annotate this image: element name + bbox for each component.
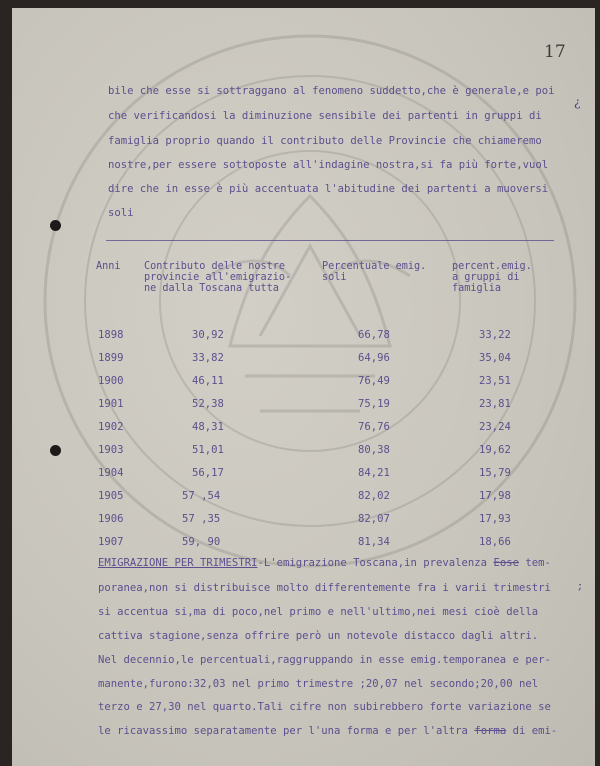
cell-year: 1906	[98, 513, 124, 525]
cell-family: 23,51	[479, 375, 511, 387]
cell-family: 18,66	[479, 536, 511, 548]
section-first-line-tail: tem-	[518, 557, 551, 569]
cell-family: 17,93	[479, 513, 511, 525]
header-family: percent.emig. a gruppi di famiglia	[452, 261, 532, 294]
cell-alone: 66,78	[358, 329, 390, 341]
cell-family: 15,79	[479, 467, 511, 479]
cell-year: 1899	[98, 352, 124, 364]
section-last-line	[98, 724, 557, 738]
cell-year: 1905	[98, 490, 124, 502]
section-line: terzo e 27,30 nel quarto.Tali cifre non subirebbero forte variazione se	[98, 701, 551, 713]
intro-line: che verificandosi la diminuzione sensibile dei partenti in gruppi di	[108, 110, 542, 122]
cell-alone: 82,02	[358, 490, 390, 502]
last-line-start: le ricavassimo separatamente per l'una forma e per l'altra	[98, 725, 475, 737]
last-line-end: di emi-	[506, 725, 558, 737]
intro-line: dire che in esse è più accentuata l'abitudine dei partenti a muoversi	[108, 183, 549, 195]
section-first-line	[98, 556, 551, 570]
cell-year: 1902	[98, 421, 124, 433]
divider-line	[106, 240, 554, 241]
cell-alone: 75,19	[358, 398, 390, 410]
cell-contribution: 56,17	[192, 467, 224, 479]
cell-family: 33,22	[479, 329, 511, 341]
cell-family: 35,04	[479, 352, 511, 364]
struck-word: Eose	[493, 557, 519, 569]
section-line: Nel decennio,le percentuali,raggruppando in esse emig.temporanea e per-	[98, 654, 551, 666]
cell-family: 17,98	[479, 490, 511, 502]
cell-year: 1903	[98, 444, 124, 456]
section-line: poranea,non si distribuisce molto differentemente fra i varii trimestri	[98, 582, 551, 594]
cell-contribution: 30,92	[192, 329, 224, 341]
cell-alone: 76,49	[358, 375, 390, 387]
cell-alone: 64,96	[358, 352, 390, 364]
cell-family: 23,24	[479, 421, 511, 433]
cell-year: 1898	[98, 329, 124, 341]
cell-contribution: 48,31	[192, 421, 224, 433]
cell-contribution: 33,82	[192, 352, 224, 364]
margin-mark: ¿	[574, 95, 581, 109]
cell-year: 1901	[98, 398, 124, 410]
cell-contribution: 46,11	[192, 375, 224, 387]
cell-contribution: 52,38	[192, 398, 224, 410]
page-number: 17	[544, 42, 566, 62]
header-alone: Percentuale emig. soli	[322, 261, 427, 283]
cell-year: 1900	[98, 375, 124, 387]
intro-line: bile che esse si sottraggano al fenomeno suddetto,che è generale,e poi	[108, 85, 555, 97]
document-page	[12, 8, 595, 766]
punch-hole-top	[50, 220, 61, 231]
intro-line: nostre,per essere sottoposte all'indagine nostra,si fa più forte,vuol	[108, 159, 549, 171]
section-heading: EMIGRAZIONE PER TRIMESTRI	[98, 557, 258, 569]
cell-alone: 81,34	[358, 536, 390, 548]
cell-contribution: 59, 90	[182, 536, 221, 548]
margin-mark: ;	[578, 578, 583, 592]
section-first-line-rest: -L'emigrazione Toscana,in prevalenza	[257, 557, 488, 569]
cell-year: 1907	[98, 536, 124, 548]
section-line: cattiva stagione,senza offrire però un notevole distacco dagli altri.	[98, 630, 539, 642]
struck-word-forma: forma	[474, 725, 507, 737]
cell-alone: 82,07	[358, 513, 390, 525]
intro-line: soli	[108, 207, 134, 219]
section-line: manente,furono:32,03 nel primo trimestre ;20,07 nel secondo;20,00 nel	[98, 678, 539, 690]
intro-line: famiglia proprio quando il contributo delle Provincie che chiameremo	[108, 135, 542, 147]
cell-contribution: 51,01	[192, 444, 224, 456]
cell-family: 23,81	[479, 398, 511, 410]
punch-hole-bottom	[50, 445, 61, 456]
header-year: Anni	[96, 261, 121, 272]
section-line: si accentua si,ma di poco,nel primo e nell'ultimo,nei mesi cioè della	[98, 606, 539, 618]
cell-alone: 76,76	[358, 421, 390, 433]
cell-contribution: 57 ,35	[182, 513, 221, 525]
cell-family: 19,62	[479, 444, 511, 456]
cell-alone: 84,21	[358, 467, 390, 479]
cell-contribution: 57 ,54	[182, 490, 221, 502]
cell-alone: 80,38	[358, 444, 390, 456]
header-contribution: Contributo delle nostre provincie all'emigrazio- ne dalla Toscana tutta	[144, 261, 292, 294]
cell-year: 1904	[98, 467, 124, 479]
